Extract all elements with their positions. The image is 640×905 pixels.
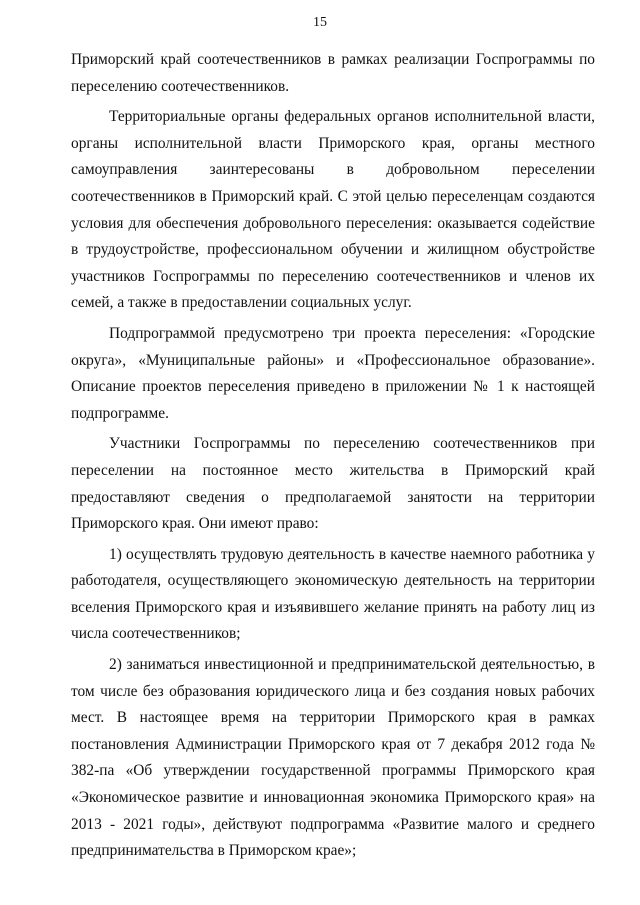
paragraph-right-2-investment: 2) заниматься инвестиционной и предпринимательской деятельностью, в том числе без образования юридического лица и без создания новых рабочих мест. В настоящее время на территории Приморского края в рамках постановления Администрации Приморского края от 7 декабря 2012 года № 382-па «Об утверждении государственной программы Приморского края «Экономическое развитие и инновационная экономика Приморского края» на 2013 - 2021 годы», действуют подпрограмма «Развитие малого и среднего предпринимательства в Приморском крае»; — [71, 656, 595, 860]
body-text — [71, 47, 595, 869]
paragraph-continuation: Приморский край соотечественников в рамках реализации Госпрограммы по переселению соотечественников. — [71, 51, 595, 95]
paragraph-territorial-bodies: Территориальные органы федеральных органов исполнительной власти, органы исполнительной власти Приморского края, органы местного самоуправления заинтересованы в добровольном переселении соотечественников в Приморский край. С этой целью переселенцам создаются условия для обеспечения добровольного переселения: оказывается содействие в трудоустройстве, профессиональном обучении и жилищном обустройстве участников Госпрограммы по переселению соотечественников и членов их семей, а также в предоставлении социальных услуг. — [71, 108, 595, 312]
paragraph-resettlement-projects: Подпрограммой предусмотрено три проекта переселения: «Городские округа», «Муниципальные районы» и «Профессиональное образование». Описание проектов переселения приведено в приложении № 1 к настоящей подпрограмме. — [71, 324, 595, 422]
paragraph-participants-rights: Участники Госпрограммы по переселению соотечественников при переселении на постоянное место жительства в Приморский край предоставляют сведения о предполагаемой занятости на территории Приморского края. Они имеют право: — [71, 435, 595, 533]
paragraph-right-1-employment: 1) осуществлять трудовую деятельность в качестве наемного работника у работодателя, осуществляющего экономическую деятельность на территории вселения Приморского края и изъявившего желание принять на работу лиц из числа соотечественников; — [71, 545, 595, 643]
page-number: 15 — [313, 15, 327, 30]
